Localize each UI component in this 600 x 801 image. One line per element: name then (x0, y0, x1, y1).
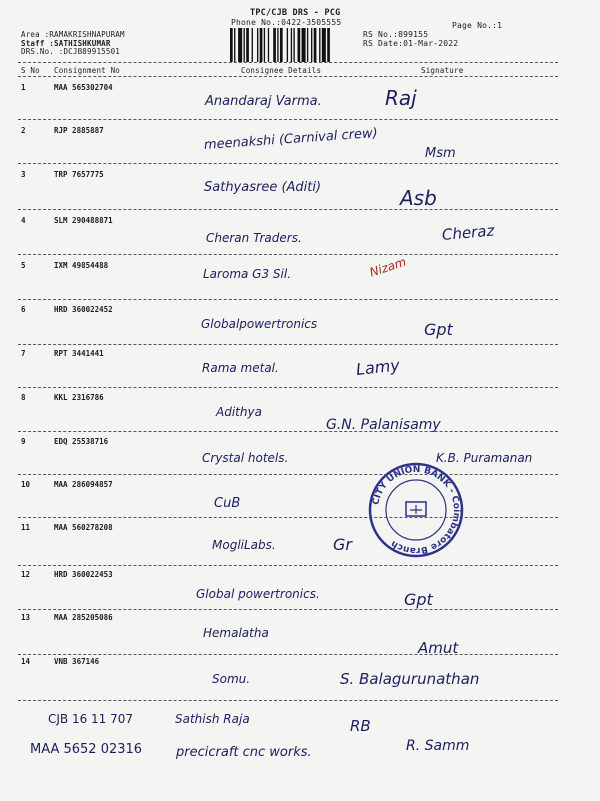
row-sno: 12 (21, 570, 31, 579)
row-consignment-no: RPT 3441441 (54, 349, 104, 358)
consignee-name: Laroma G3 Sil. (203, 267, 292, 281)
divider (18, 474, 558, 475)
divider (18, 76, 558, 77)
barcode (229, 28, 359, 64)
signature: R. Samm (406, 738, 470, 754)
divider (18, 62, 558, 63)
row-consignment-no: RJP 2885887 (54, 126, 104, 135)
consignee-name: Globalpowertronics (201, 317, 318, 331)
phone-number: Phone No.:0422-3505555 (231, 18, 342, 27)
signature: Asb (400, 186, 437, 210)
divider (18, 565, 558, 566)
row-consignment-no: EDQ 25538716 (54, 437, 109, 446)
divider (18, 299, 558, 300)
sheet-title: TPC/CJB DRS - PCG (250, 8, 341, 18)
row-consignment-no: VNB 367146 (54, 657, 100, 666)
column-header-sno: S No (21, 66, 40, 75)
row-sno: 9 (21, 437, 26, 446)
divider (18, 654, 558, 655)
row-sno: 13 (21, 613, 31, 622)
signature: Cheraz (441, 221, 496, 244)
consignee-name: Global powertronics. (196, 587, 320, 601)
consignee-name: Rama metal. (202, 361, 279, 375)
consignee-name: MogliLabs. (212, 538, 276, 552)
row-sno: 6 (21, 305, 26, 314)
consignee-name: meenakshi (Carnival crew) (203, 125, 379, 153)
column-header-consignee: Consignee Details (241, 66, 322, 75)
signature: Gr (333, 535, 352, 554)
consignee-name: CuB (214, 496, 241, 511)
row-consignment-no: KKL 2316786 (54, 393, 104, 402)
row-consignment-no: MAA 285205086 (54, 613, 113, 622)
stamp-text: CITY UNION BANK - Coimbatore Branch (371, 464, 462, 556)
drs-number: DRS.No. :DCJB89915501 (21, 47, 121, 56)
page-number: Page No.:1 (452, 21, 503, 30)
column-header-consignment: Consignment No (54, 66, 121, 75)
rs-date: RS Date:01-Mar-2022 (363, 39, 459, 48)
consignee-name: Anandaraj Varma. (205, 94, 322, 109)
handwritten-consignee: Sathish Raja (175, 712, 250, 726)
consignee-name: Somu. (212, 672, 251, 686)
area-field: Area :RAMAKRISHNAPURAM (21, 30, 125, 39)
row-sno: 1 (21, 83, 26, 92)
divider (18, 254, 558, 255)
signature: RB (350, 717, 371, 735)
divider (18, 209, 558, 210)
row-consignment-no: HRD 360022452 (54, 305, 113, 314)
signature: Gpt (404, 590, 433, 609)
divider (18, 609, 558, 610)
row-consignment-no: IXM 49854488 (54, 261, 109, 270)
row-consignment-no: HRD 360022453 (54, 570, 113, 579)
consignee-name: Cheran Traders. (206, 231, 302, 245)
row-consignment-no: SLM 290488871 (54, 216, 113, 225)
divider (18, 387, 558, 388)
row-sno: 2 (21, 126, 26, 135)
divider (18, 517, 558, 518)
row-sno: 3 (21, 170, 26, 179)
divider (18, 119, 558, 120)
handwritten-consignment-no: MAA 5652 02316 (30, 742, 143, 757)
signature: Nizam (367, 254, 408, 280)
divider (18, 163, 558, 164)
signature: G.N. Palanisamy (326, 417, 441, 433)
signature: Raj (385, 86, 417, 110)
staff-field: Staff :SATHISHKUMAR (21, 39, 111, 48)
row-sno: 14 (21, 657, 31, 666)
row-sno: 8 (21, 393, 26, 402)
handwritten-consignee: precicraft cnc works. (176, 745, 312, 760)
column-header-signature: Signature (421, 66, 464, 75)
consignee-name: Adithya (216, 405, 262, 419)
row-sno: 11 (21, 523, 31, 532)
divider (18, 344, 558, 345)
rs-number: RS No.:899155 (363, 30, 429, 39)
signature: Amut (418, 639, 459, 657)
row-consignment-no: MAA 560278208 (54, 523, 113, 532)
consignee-name: Hemalatha (203, 626, 269, 640)
row-consignment-no: MAA 565302704 (54, 83, 113, 92)
row-consignment-no: MAA 286094857 (54, 480, 113, 489)
signature: Gpt (424, 320, 453, 339)
consignee-name: Crystal hotels. (202, 451, 289, 465)
signature: Msm (425, 146, 456, 161)
signature: K.B. Puramanan (436, 451, 533, 465)
divider (18, 431, 558, 432)
row-sno: 10 (21, 480, 31, 489)
row-sno: 7 (21, 349, 26, 358)
handwritten-consignment-no: CJB 16 11 707 (48, 712, 134, 726)
row-consignment-no: TRP 7657775 (54, 170, 104, 179)
row-sno: 5 (21, 261, 26, 270)
divider (18, 700, 558, 701)
consignee-name: Sathyasree (Aditi) (204, 180, 322, 195)
row-sno: 4 (21, 216, 26, 225)
signature: S. Balagurunathan (340, 670, 480, 688)
signature: Lamy (355, 355, 401, 379)
bank-stamp (366, 460, 466, 560)
